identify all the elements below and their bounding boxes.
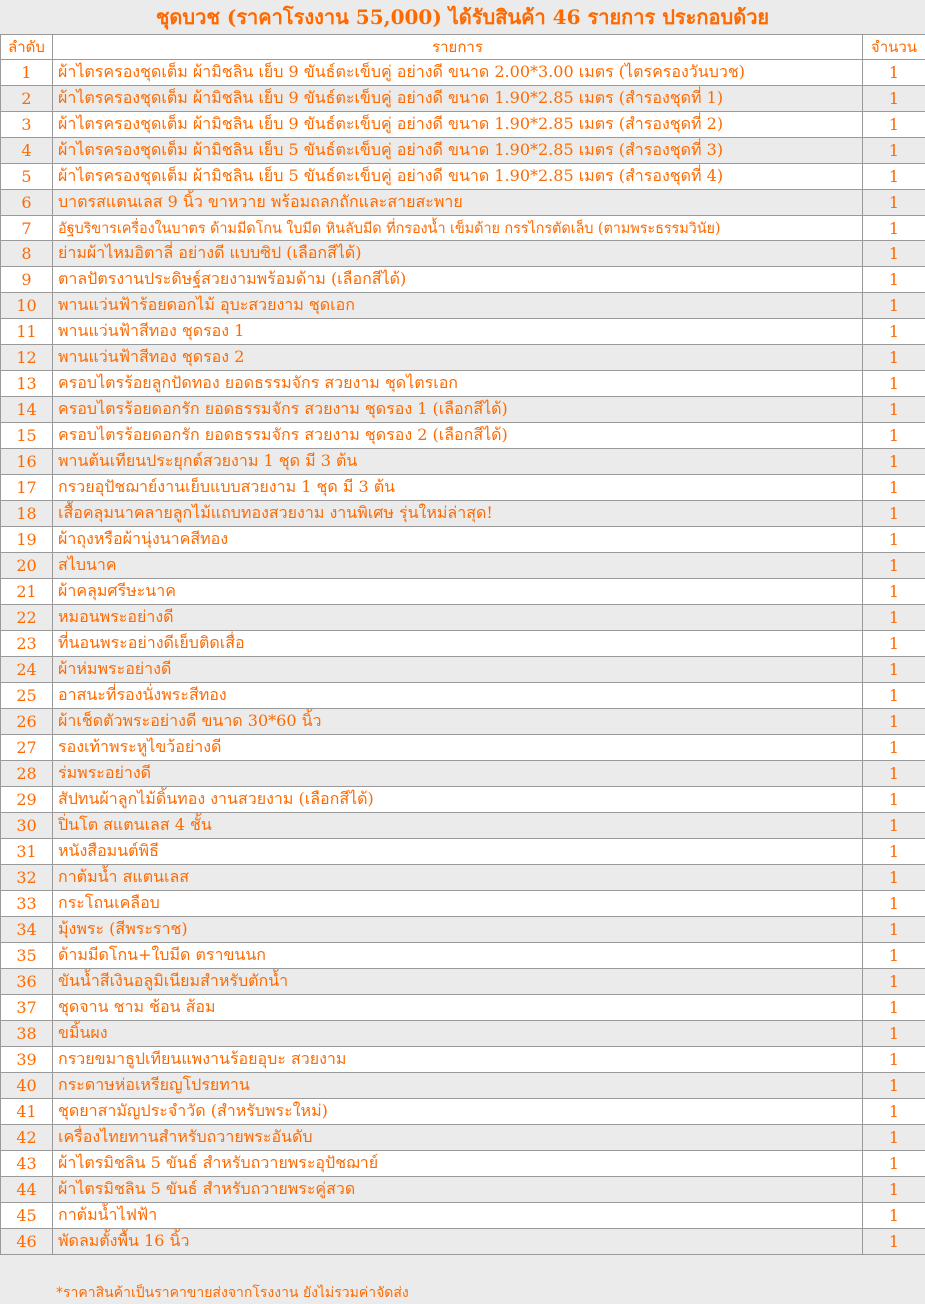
table-row [1, 397, 925, 423]
item-number: 25 [1, 683, 53, 709]
table-row [1, 112, 925, 138]
item-quantity: 1 [863, 138, 925, 164]
item-number: 17 [1, 475, 53, 501]
item-number: 11 [1, 319, 53, 345]
table-row [1, 319, 925, 345]
item-name: กระโถนเคลือบ [53, 891, 863, 917]
item-name: เสื้อคลุมนาคลายลูกไม้แถบทองสวยงาม งานพิเศษ รุ่นใหม่ล่าสุด! [53, 501, 863, 527]
item-name: พัดลมตั้งพื้น 16 นิ้ว [53, 1229, 863, 1255]
table-row [1, 1073, 925, 1099]
item-quantity: 1 [863, 1099, 925, 1125]
item-quantity: 1 [863, 319, 925, 345]
item-number: 10 [1, 293, 53, 319]
item-name: ผ้าห่มพระอย่างดี [53, 657, 863, 683]
item-number: 8 [1, 241, 53, 267]
item-quantity: 1 [863, 1021, 925, 1047]
item-name: กรวยขมาธูปเทียนแพงานร้อยอุบะ สวยงาม [53, 1047, 863, 1073]
footnote: *ราคาสินค้าเป็นราคาขายส่งจากโรงงาน ยังไม่รวมค่าจัดส่ง [0, 1282, 925, 1304]
item-name: เครื่องไทยทานสำหรับถวายพระอันดับ [53, 1125, 863, 1151]
table-row [1, 449, 925, 475]
item-quantity: 1 [863, 995, 925, 1021]
item-quantity: 1 [863, 891, 925, 917]
item-name: บาตรสแตนเลส 9 นิ้ว ขาหวาย พร้อมถลกถักและสายสะพาย [53, 190, 863, 216]
item-quantity: 1 [863, 605, 925, 631]
table-row [1, 813, 925, 839]
item-quantity: 1 [863, 917, 925, 943]
item-quantity: 1 [863, 371, 925, 397]
item-name: พานแว่นฟ้าสีทอง ชุดรอง 1 [53, 319, 863, 345]
item-quantity: 1 [863, 345, 925, 371]
item-number: 4 [1, 138, 53, 164]
table-header-row [1, 35, 925, 60]
item-name: กรวยอุปัชฌาย์งานเย็บแบบสวยงาม 1 ชุด มี 3 ต้น [53, 475, 863, 501]
table-row [1, 631, 925, 657]
item-name: ที่นอนพระอย่างดีเย็บติดเสื่อ [53, 631, 863, 657]
header-no: ลำดับ [1, 35, 53, 60]
item-name: มุ้งพระ (สีพระราช) [53, 917, 863, 943]
table-row [1, 216, 925, 241]
item-quantity: 1 [863, 787, 925, 813]
item-name: ขมิ้นผง [53, 1021, 863, 1047]
item-name: ผ้าไตรครองชุดเต็ม ผ้ามิชลิน เย็บ 9 ขันธ์ตะเข็บคู่ อย่างดี ขนาด 1.90*2.85 เมตร (สำรองชุดที่ 1) [53, 86, 863, 112]
item-number: 34 [1, 917, 53, 943]
item-quantity: 1 [863, 1203, 925, 1229]
table-row [1, 1177, 925, 1203]
item-name: ผ้าไตรมิชลิน 5 ขันธ์ สำหรับถวายพระอุปัชฌาย์ [53, 1151, 863, 1177]
item-name: ผ้าเช็ดตัวพระอย่างดี ขนาด 30*60 นิ้ว [53, 709, 863, 735]
item-quantity: 1 [863, 475, 925, 501]
table-row [1, 1047, 925, 1073]
item-number: 14 [1, 397, 53, 423]
item-number: 37 [1, 995, 53, 1021]
item-quantity: 1 [863, 735, 925, 761]
table-row [1, 995, 925, 1021]
item-number: 13 [1, 371, 53, 397]
table-row [1, 761, 925, 787]
item-number: 42 [1, 1125, 53, 1151]
table-row [1, 345, 925, 371]
item-name: หนังสือมนต์พิธี [53, 839, 863, 865]
item-name: ผ้าไตรครองชุดเต็ม ผ้ามิชลิน เย็บ 5 ขันธ์ตะเข็บคู่ อย่างดี ขนาด 1.90*2.85 เมตร (สำรองชุดที่ 4) [53, 164, 863, 190]
table-row [1, 1099, 925, 1125]
item-number: 28 [1, 761, 53, 787]
item-name: ผ้าไตรครองชุดเต็ม ผ้ามิชลิน เย็บ 9 ขันธ์ตะเข็บคู่ อย่างดี ขนาด 2.00*3.00 เมตร (ไตรครองวันบวช) [53, 60, 863, 86]
item-name: รองเท้าพระหูไขว้อย่างดี [53, 735, 863, 761]
table-row [1, 241, 925, 267]
item-name: สัปทนผ้าลูกไม้ดิ้นทอง งานสวยงาม (เลือกสีได้) [53, 787, 863, 813]
item-name: สไบนาค [53, 553, 863, 579]
item-quantity: 1 [863, 1151, 925, 1177]
table-row [1, 1229, 925, 1255]
item-quantity: 1 [863, 449, 925, 475]
table-row [1, 293, 925, 319]
item-name: อัฐบริขารเครื่องในบาตร ด้ามมีดโกน ใบมีด หินลับมีด ที่กรองน้ำ เข็มด้าย กรรไกรตัดเล็บ (ตามพระธรรมวินัย) [53, 216, 863, 241]
item-number: 46 [1, 1229, 53, 1255]
item-number: 1 [1, 60, 53, 86]
table-row [1, 553, 925, 579]
item-number: 6 [1, 190, 53, 216]
item-number: 35 [1, 943, 53, 969]
item-quantity: 1 [863, 86, 925, 112]
item-number: 12 [1, 345, 53, 371]
item-name: กาต้มน้ำ สแตนเลส [53, 865, 863, 891]
item-number: 7 [1, 216, 53, 241]
table-row [1, 1151, 925, 1177]
item-number: 16 [1, 449, 53, 475]
item-quantity: 1 [863, 1073, 925, 1099]
header-qty: จำนวน [863, 35, 925, 60]
item-name: ครอบไตรร้อยลูกปัดทอง ยอดธรรมจักร สวยงาม ชุดไตรเอก [53, 371, 863, 397]
table-row [1, 138, 925, 164]
item-quantity: 1 [863, 579, 925, 605]
item-quantity: 1 [863, 60, 925, 86]
item-quantity: 1 [863, 1177, 925, 1203]
table-row [1, 475, 925, 501]
item-quantity: 1 [863, 527, 925, 553]
header-name: รายการ [53, 35, 863, 60]
item-name: ครอบไตรร้อยดอกรัก ยอดธรรมจักร สวยงาม ชุดรอง 2 (เลือกสีได้) [53, 423, 863, 449]
item-name: พานแว่นฟ้าร้อยดอกไม้ อุบะสวยงาม ชุดเอก [53, 293, 863, 319]
table-row [1, 683, 925, 709]
item-number: 31 [1, 839, 53, 865]
item-number: 18 [1, 501, 53, 527]
table-row [1, 969, 925, 995]
item-quantity: 1 [863, 112, 925, 138]
item-number: 36 [1, 969, 53, 995]
table-row [1, 579, 925, 605]
item-quantity: 1 [863, 839, 925, 865]
item-number: 19 [1, 527, 53, 553]
item-name: พานต้นเทียนประยุกต์สวยงาม 1 ชุด มี 3 ต้น [53, 449, 863, 475]
item-quantity: 1 [863, 1229, 925, 1255]
item-name: ร่มพระอย่างดี [53, 761, 863, 787]
item-name: พานแว่นฟ้าสีทอง ชุดรอง 2 [53, 345, 863, 371]
item-quantity: 1 [863, 631, 925, 657]
item-name: ชุดจาน ชาม ช้อน ส้อม [53, 995, 863, 1021]
item-name: ย่ามผ้าไหมอิตาลี่ อย่างดี แบบซิป (เลือกสีได้) [53, 241, 863, 267]
item-name: ขันน้ำสีเงินอลูมิเนียมสำหรับตักน้ำ [53, 969, 863, 995]
table-row [1, 1203, 925, 1229]
item-number: 26 [1, 709, 53, 735]
item-number: 27 [1, 735, 53, 761]
item-quantity: 1 [863, 1047, 925, 1073]
item-number: 2 [1, 86, 53, 112]
item-quantity: 1 [863, 423, 925, 449]
item-quantity: 1 [863, 241, 925, 267]
item-quantity: 1 [863, 190, 925, 216]
table-row [1, 267, 925, 293]
item-quantity: 1 [863, 164, 925, 190]
table-row [1, 164, 925, 190]
item-quantity: 1 [863, 397, 925, 423]
table-row [1, 839, 925, 865]
item-name: กระดาษห่อเหรียญโปรยทาน [53, 1073, 863, 1099]
table-row [1, 865, 925, 891]
item-number: 45 [1, 1203, 53, 1229]
item-number: 9 [1, 267, 53, 293]
item-number: 24 [1, 657, 53, 683]
item-quantity: 1 [863, 969, 925, 995]
item-name: ผ้าถุงหรือผ้านุ่งนาคสีทอง [53, 527, 863, 553]
item-number: 5 [1, 164, 53, 190]
item-name: ปิ่นโต สแตนเลส 4 ชั้น [53, 813, 863, 839]
item-number: 43 [1, 1151, 53, 1177]
item-number: 38 [1, 1021, 53, 1047]
page-title: ชุดบวช (ราคาโรงงาน 55,000) ได้รับสินค้า 46 รายการ ประกอบด้วย [0, 0, 925, 34]
item-number: 3 [1, 112, 53, 138]
item-number: 40 [1, 1073, 53, 1099]
table-row [1, 605, 925, 631]
table-row [1, 943, 925, 969]
item-number: 23 [1, 631, 53, 657]
item-name: ด้ามมีดโกน+ใบมีด ตราขนนก [53, 943, 863, 969]
table-row [1, 657, 925, 683]
item-quantity: 1 [863, 943, 925, 969]
table-row [1, 787, 925, 813]
item-quantity: 1 [863, 865, 925, 891]
item-number: 21 [1, 579, 53, 605]
table-row [1, 735, 925, 761]
table-row [1, 527, 925, 553]
item-name: ชุดยาสามัญประจำวัด (สำหรับพระใหม่) [53, 1099, 863, 1125]
table-row [1, 709, 925, 735]
item-quantity: 1 [863, 761, 925, 787]
item-quantity: 1 [863, 293, 925, 319]
item-table [0, 34, 925, 1255]
item-quantity: 1 [863, 1125, 925, 1151]
item-quantity: 1 [863, 683, 925, 709]
item-name: ผ้าไตรมิชลิน 5 ขันธ์ สำหรับถวายพระคู่สวด [53, 1177, 863, 1203]
table-body [1, 60, 925, 1255]
item-quantity: 1 [863, 267, 925, 293]
table-row [1, 501, 925, 527]
table-row [1, 423, 925, 449]
table-row [1, 1125, 925, 1151]
table-row [1, 917, 925, 943]
item-name: ตาลปัตรงานประดิษฐ์สวยงามพร้อมด้าม (เลือกสีได้) [53, 267, 863, 293]
table-row [1, 60, 925, 86]
item-number: 39 [1, 1047, 53, 1073]
item-number: 20 [1, 553, 53, 579]
item-number: 41 [1, 1099, 53, 1125]
item-name: ครอบไตรร้อยดอกรัก ยอดธรรมจักร สวยงาม ชุดรอง 1 (เลือกสีได้) [53, 397, 863, 423]
item-number: 32 [1, 865, 53, 891]
item-number: 30 [1, 813, 53, 839]
table-row [1, 86, 925, 112]
item-number: 22 [1, 605, 53, 631]
item-quantity: 1 [863, 709, 925, 735]
item-name: อาสนะที่รองนั่งพระสีทอง [53, 683, 863, 709]
item-quantity: 1 [863, 657, 925, 683]
item-name: ผ้าไตรครองชุดเต็ม ผ้ามิชลิน เย็บ 9 ขันธ์ตะเข็บคู่ อย่างดี ขนาด 1.90*2.85 เมตร (สำรองชุดที่ 2) [53, 112, 863, 138]
item-number: 15 [1, 423, 53, 449]
table-row [1, 190, 925, 216]
item-number: 33 [1, 891, 53, 917]
item-quantity: 1 [863, 813, 925, 839]
item-name: ผ้าไตรครองชุดเต็ม ผ้ามิชลิน เย็บ 5 ขันธ์ตะเข็บคู่ อย่างดี ขนาด 1.90*2.85 เมตร (สำรองชุดที่ 3) [53, 138, 863, 164]
item-quantity: 1 [863, 501, 925, 527]
item-name: หมอนพระอย่างดี [53, 605, 863, 631]
item-number: 29 [1, 787, 53, 813]
table-row [1, 891, 925, 917]
item-quantity: 1 [863, 553, 925, 579]
table-row [1, 1021, 925, 1047]
item-name: กาต้มน้ำไฟฟ้า [53, 1203, 863, 1229]
item-quantity: 1 [863, 216, 925, 241]
table-row [1, 371, 925, 397]
item-name: ผ้าคลุมศรีษะนาค [53, 579, 863, 605]
item-number: 44 [1, 1177, 53, 1203]
